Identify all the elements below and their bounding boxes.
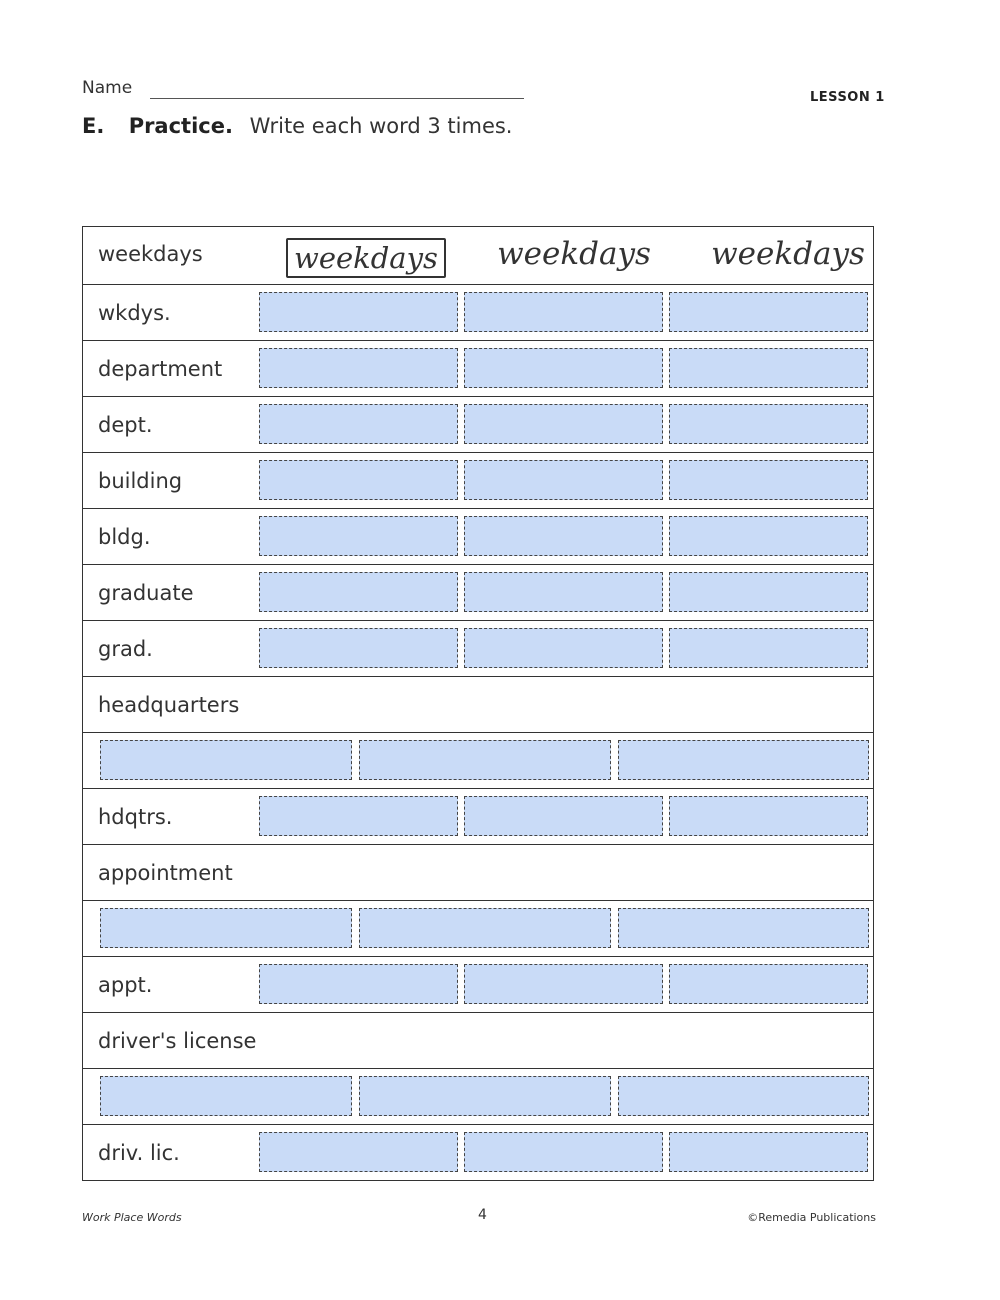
- writing-box[interactable]: [464, 348, 663, 388]
- writing-box[interactable]: [359, 908, 611, 948]
- writing-box[interactable]: [464, 572, 663, 612]
- practice-word: wkdys.: [98, 301, 171, 325]
- practice-word: department: [98, 357, 223, 381]
- writing-box[interactable]: [259, 348, 458, 388]
- writing-row: [83, 900, 873, 956]
- script-sample: weekdays: [711, 236, 865, 272]
- practice-word: hdqtrs.: [98, 805, 173, 829]
- practice-word: headquarters: [98, 693, 240, 717]
- writing-box[interactable]: [259, 404, 458, 444]
- word-row: [83, 1012, 873, 1068]
- writing-box[interactable]: [669, 460, 868, 500]
- writing-row: [83, 732, 873, 788]
- writing-box[interactable]: [669, 348, 868, 388]
- practice-word: graduate: [98, 581, 194, 605]
- practice-grid: [82, 226, 874, 1181]
- writing-box[interactable]: [669, 292, 868, 332]
- writing-box[interactable]: [259, 964, 458, 1004]
- word-row: [83, 340, 873, 396]
- writing-box[interactable]: [259, 292, 458, 332]
- traced-sample: weekdays: [286, 238, 446, 278]
- page-number: 4: [478, 1207, 487, 1223]
- practice-word: dept.: [98, 413, 153, 437]
- writing-box[interactable]: [359, 1076, 611, 1116]
- word-row: [83, 676, 873, 732]
- practice-word: building: [98, 469, 183, 493]
- word-row: [83, 956, 873, 1012]
- writing-box[interactable]: [464, 628, 663, 668]
- section-title: Practice.: [128, 114, 233, 138]
- writing-box[interactable]: [618, 740, 869, 780]
- section-letter: E.: [82, 114, 105, 138]
- example-row: [83, 227, 873, 284]
- practice-word: driv. lic.: [98, 1141, 180, 1165]
- writing-box[interactable]: [669, 572, 868, 612]
- word-row: [83, 284, 873, 340]
- writing-box[interactable]: [359, 740, 611, 780]
- footer-book-title: Work Place Words: [82, 1211, 182, 1224]
- writing-box[interactable]: [259, 1132, 458, 1172]
- writing-box[interactable]: [618, 908, 869, 948]
- writing-box[interactable]: [669, 516, 868, 556]
- writing-box[interactable]: [669, 404, 868, 444]
- writing-box[interactable]: [669, 628, 868, 668]
- instruction-text: Write each word 3 times.: [249, 114, 513, 138]
- writing-box[interactable]: [100, 1076, 352, 1116]
- writing-box[interactable]: [259, 572, 458, 612]
- word-row: [83, 452, 873, 508]
- practice-word: appt.: [98, 973, 153, 997]
- name-label: Name: [82, 78, 133, 98]
- writing-box[interactable]: [669, 796, 868, 836]
- practice-word: appointment: [98, 861, 233, 885]
- instructions: [82, 114, 512, 138]
- practice-word: bldg.: [98, 525, 151, 549]
- writing-box[interactable]: [464, 964, 663, 1004]
- script-sample: weekdays: [497, 236, 651, 272]
- writing-box[interactable]: [259, 628, 458, 668]
- writing-box[interactable]: [100, 740, 352, 780]
- word-row: [83, 620, 873, 676]
- writing-box[interactable]: [618, 1076, 869, 1116]
- writing-box[interactable]: [464, 292, 663, 332]
- word-row: [83, 1124, 873, 1180]
- writing-box[interactable]: [464, 796, 663, 836]
- word-row: [83, 844, 873, 900]
- writing-box[interactable]: [259, 516, 458, 556]
- example-word: weekdays: [98, 242, 203, 266]
- practice-word: driver's license: [98, 1029, 257, 1053]
- word-row: [83, 396, 873, 452]
- writing-box[interactable]: [464, 460, 663, 500]
- writing-box[interactable]: [464, 1132, 663, 1172]
- name-line[interactable]: [150, 98, 524, 99]
- writing-box[interactable]: [259, 796, 458, 836]
- word-row: [83, 508, 873, 564]
- practice-word: grad.: [98, 637, 153, 661]
- writing-row: [83, 1068, 873, 1124]
- footer-publisher: ©Remedia Publications: [747, 1211, 876, 1224]
- word-row: [83, 564, 873, 620]
- writing-box[interactable]: [259, 460, 458, 500]
- writing-box[interactable]: [464, 404, 663, 444]
- writing-box[interactable]: [464, 516, 663, 556]
- writing-box[interactable]: [669, 964, 868, 1004]
- word-row: [83, 788, 873, 844]
- writing-box[interactable]: [100, 908, 352, 948]
- lesson-label: LESSON 1: [810, 90, 885, 105]
- writing-box[interactable]: [669, 1132, 868, 1172]
